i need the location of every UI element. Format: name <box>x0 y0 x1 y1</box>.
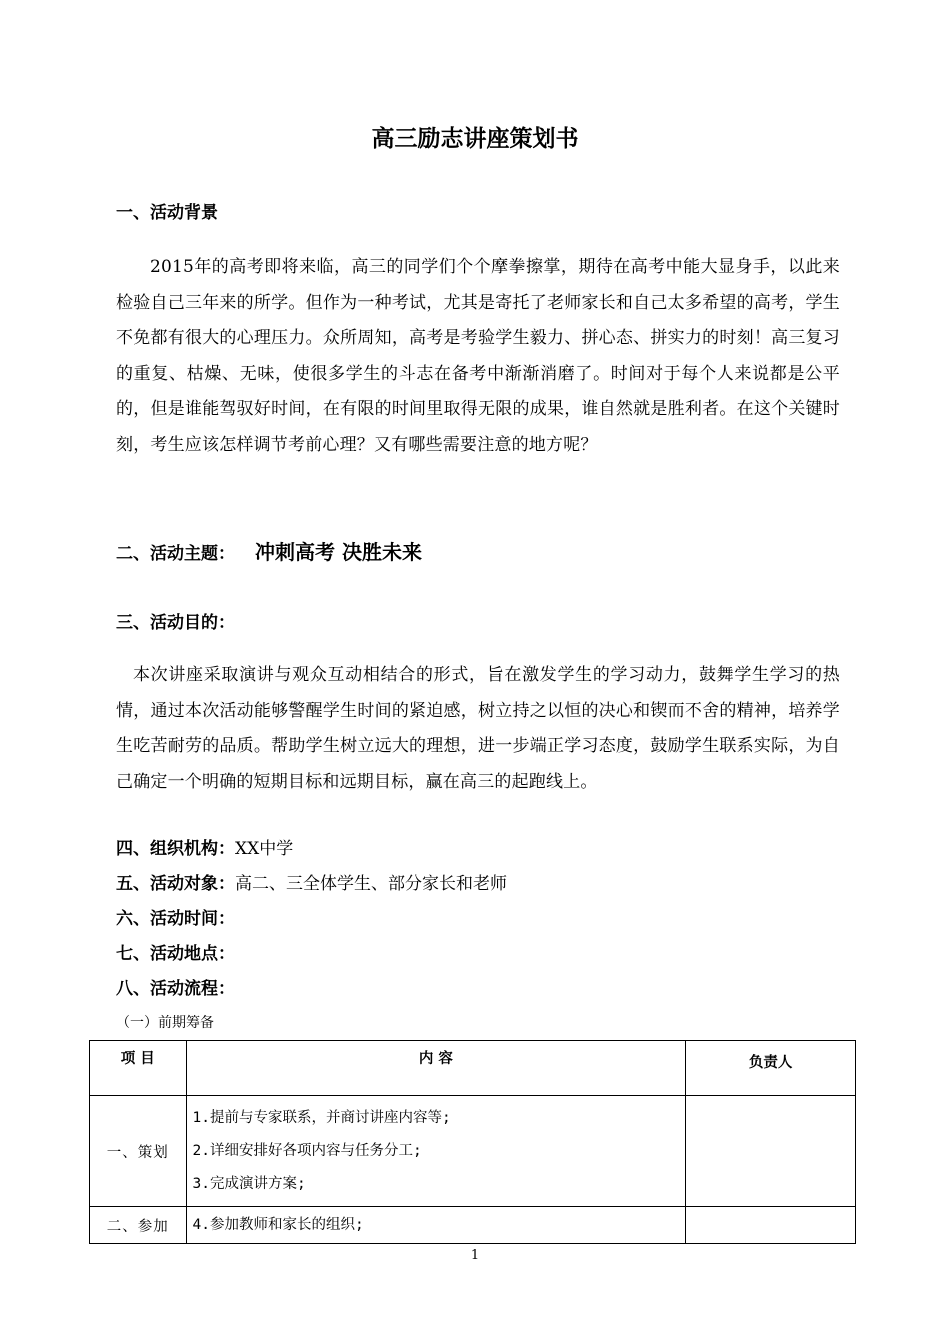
list-item: 1.提前与专家联系，并商讨讲座内容等; <box>192 1109 451 1126</box>
row-items <box>186 1096 686 1207</box>
row-items <box>186 1207 686 1244</box>
purpose-text: 本次讲座采取演讲与观众互动相结合的形式，旨在激发学生的学习动力，鼓舞学生学习的热情，通过本次活动能够警醒学生时间的紧迫感，树立持之以恒的决心和锲而不舍的精神，培养学生吃苦耐劳的品质。帮助学生树立远大的理想，进一步端正学习态度，鼓励学生联系实际，为自己确定一个明确的短期目标和远期目标，赢在高三的起跑线上。 <box>116 665 840 792</box>
flow-heading: 八、活动流程： <box>116 979 235 999</box>
header-content: 内 容 <box>186 1041 686 1096</box>
row-category: 二、参加 <box>90 1207 187 1244</box>
row-owner <box>686 1207 856 1244</box>
list-item: 2.详细安排好各项内容与任务分工; <box>192 1142 422 1159</box>
list-item: 4.参加教师和家长的组织; <box>192 1216 364 1233</box>
org-line <box>116 834 293 859</box>
audience-value: 高二、三全体学生、部分家长和老师 <box>235 874 507 894</box>
theme-value: 冲刺高考 决胜未来 <box>255 540 422 564</box>
org-value: XX中学 <box>235 839 294 859</box>
list-item: 3.完成演讲方案; <box>192 1175 306 1192</box>
theme-label: 二、活动主题： <box>116 544 235 564</box>
place-heading: 七、活动地点： <box>116 944 235 964</box>
row-owner <box>686 1096 856 1207</box>
time-heading: 六、活动时间： <box>116 909 235 929</box>
audience-line <box>116 869 507 894</box>
row-category: 一、策划 <box>90 1096 187 1207</box>
org-heading: 四、组织机构： <box>116 839 235 859</box>
background-text: 2015年的高考即将来临，高三的同学们个个摩拳擦掌，期待在高考中能大显身手，以此来检验自己三年来的所学。但作为一种考试，尤其是寄托了老师家长和自己太多希望的高考，学生不免都有很大的心理压力。众所周知，高考是考验学生毅力、拼心态、拼实力的时刻！高三复习的重复、枯燥、无味，使很多学生的斗志在备考中渐渐消磨了。时间对于每个人来说都是公平的，但是谁能驾驭好时间，在有限的时间里取得无限的成果，谁自然就是胜利者。在这个关键时刻，考生应该怎样调节考前心理？又有哪些需要注意的地方呢？ <box>116 257 840 455</box>
background-heading: 一、活动背景 <box>116 203 218 223</box>
document-title: 高三励志讲座策划书 <box>371 126 579 152</box>
prep-table <box>89 1040 856 1244</box>
purpose-heading: 三、活动目的： <box>116 613 235 633</box>
flow-subheading: （一）前期筹备 <box>116 1015 214 1031</box>
table-row <box>90 1207 856 1244</box>
header-item: 项 目 <box>90 1041 187 1096</box>
theme-heading <box>116 536 422 565</box>
header-owner: 负责人 <box>686 1041 856 1096</box>
table-header-row <box>90 1041 856 1096</box>
table-row <box>90 1096 856 1207</box>
audience-heading: 五、活动对象： <box>116 874 235 894</box>
page-number: 1 <box>470 1248 480 1263</box>
